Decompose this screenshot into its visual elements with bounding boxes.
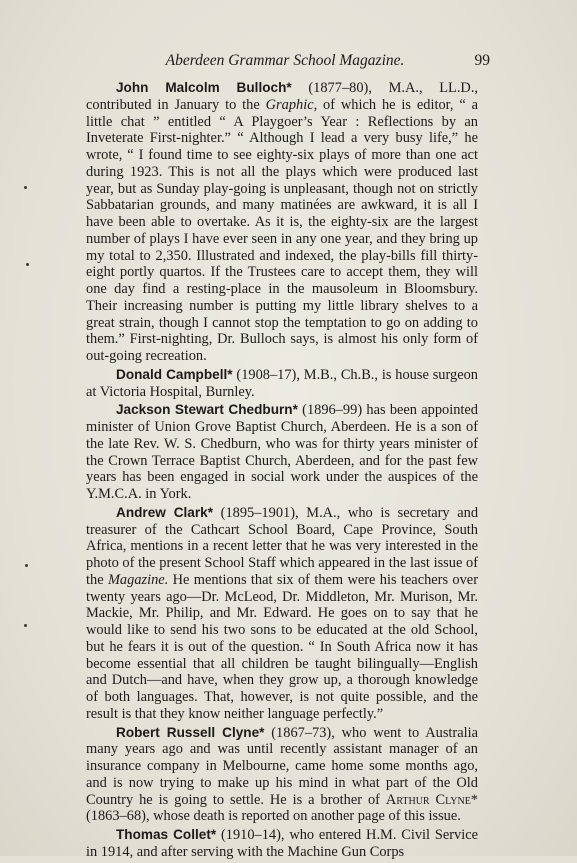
margin-speck (26, 263, 29, 266)
entry-italic-text: Graphic, (265, 96, 318, 113)
entry-text: He mentions that six of them were his teachers over twenty years ago—Dr. McLeod, Dr. Middleton, Mr. Murison, Mr. Mackie, Mr. Philip, and Mr. Edward. He goes on to say that he would like to send his two sons to be educated at the old School, but he fears it is out of the question. “ In South Africa now it has become essential that all children be taught bilingually—English and Dutch—and have, when they grow up, a thorough knowledge of both languages. That, however, is not quite possible, and the result is that they know neither language perfectly.” (86, 571, 478, 722)
entry-text: (1908–17), M.B., Ch.B., is house surgeon at Victoria Hospital, Burnley. (86, 366, 478, 400)
entry-bulloch (86, 80, 478, 365)
margin-speck (24, 624, 27, 627)
person-name: Thomas Collet* (116, 827, 217, 842)
person-name: Jackson Stewart Chedburn* (116, 402, 298, 418)
entry-small-caps-name: Arthur Clyne* (385, 791, 478, 808)
entry-italic-text: Magazine. (107, 571, 169, 588)
running-title: Aberdeen Grammar School Magazine. (165, 52, 405, 69)
person-name: Robert Russell Clyne* (116, 724, 265, 740)
entry-text: (1863–68), whose death is reported on another page of this issue. (86, 808, 461, 825)
entry-text: (1877–80), M.A., LL.D., contributed in January to the (86, 80, 479, 113)
person-name: Donald Campbell* (116, 366, 233, 382)
page-header (80, 52, 490, 74)
entry-text: (1895–1901), M.A., who is secretary and treasurer of the Cathcart School Board, Cape Province, South Africa, mentions in a recent letter that he was very interested in the photo of the present School Staff which appeared in the last issue of the (86, 504, 479, 588)
margin-speck (24, 186, 27, 189)
entry-text: of which he is editor, “ a little chat ” entitled “ A Playgoer’s Year : Reflections by an Inveterate First-nighter.” “ Although I lead a very busy life,” he wrote, “ I found time to see eighty-six plays of more than one act during 1923. This is not all the plays which were produced last year, but as Sunday play-going is unpleasant, though not on strictly Sabbatarian grounds, and many matinées are awkward, it is all I have been able to overtake. As it is, the eighty-six are the largest number of plays I have ever seen in any one year, and they bring up my total to 2,350. Illustrated and indexed, the play-bills fill thirty-eight portly quartos. If the Trustees care to accept them, they will one day find a resting-place in the mausoleum in Bloomsbury. Their increasing number is putting my little library shelves to a great strain, though I cannot stop the temptation to go on adding to them.” First-nighting, Dr. Bulloch says, is almost his only form of out-going recreation. (86, 96, 478, 364)
margin-speck (25, 564, 28, 567)
entry-text: (1896–99) has been appointed minister of Union Grove Baptist Church, Aberdeen. He is a son of the late Rev. W. S. Chedburn, who was for thirty years minister of the Crown Terrace Baptist Church, Aberdeen, and for the past few years has been engaged in social work under the auspices of the Y.M.C.A. in York. (86, 402, 478, 502)
entry-text: (1867–73), who went to Australia many years ago and was until recently assistant manager of an insurance company in Melbourne, came home some months ago, and is now trying to make up his mind in what part of the Old Country he is going to settle. He is a brother of (86, 724, 478, 808)
person-name: Andrew Clark* (116, 504, 213, 520)
page-number: 99 (474, 52, 490, 69)
entry-chedburn (86, 402, 478, 503)
article-body (86, 80, 478, 863)
entry-clark (86, 505, 478, 723)
entry-clyne (86, 725, 478, 826)
entry-campbell (86, 367, 478, 401)
entry-collet (86, 827, 478, 861)
person-name: John Malcolm Bulloch* (116, 80, 292, 95)
entry-text: (1910–14), who entered H.M. Civil Service in 1914, and after serving with the Machine Gun Corps (86, 827, 478, 860)
